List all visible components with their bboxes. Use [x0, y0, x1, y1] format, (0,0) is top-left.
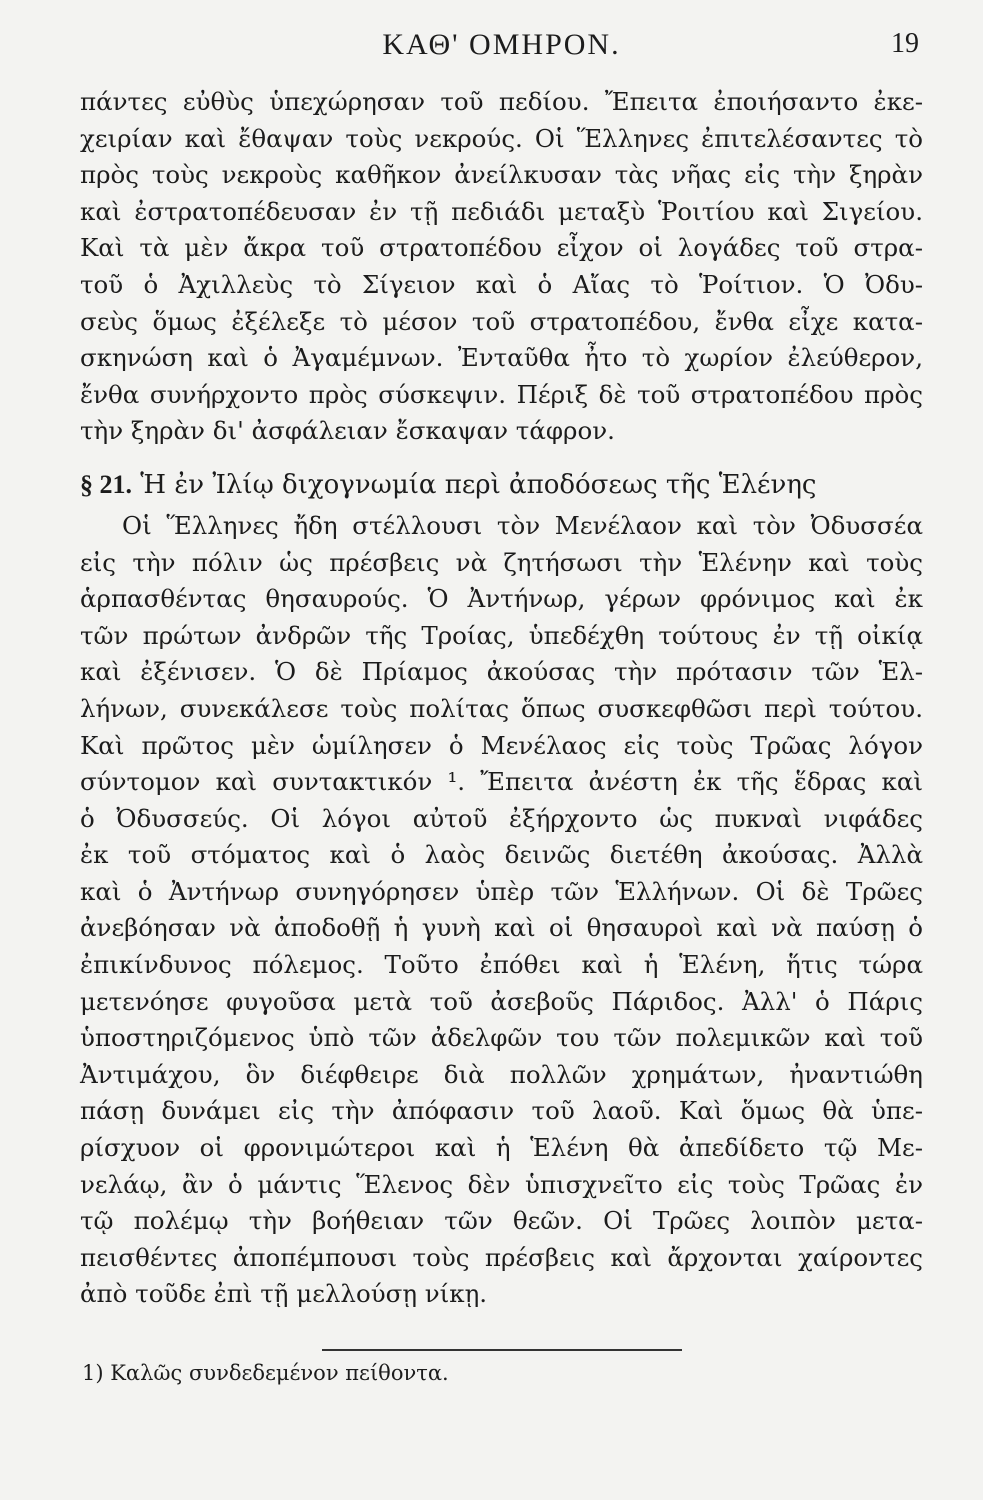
text-line: Καὶ πρῶτος μὲν ὡμίλησεν ὁ Μενέλαος εἰς τοὺς Τρῶας λόγον: [80, 730, 923, 760]
paragraph-1: [80, 84, 923, 450]
text-line: ὁ Ὀδυσσεύς. Οἱ λόγοι αὐτοῦ ἐξήρχοντο ὡς πυκναὶ νιφάδες: [80, 803, 923, 833]
text-line: τῶν πρώτων ἀνδρῶν τῆς Τροίας, ὑπεδέχθη τούτους ἐν τῇ οἰκίᾳ: [80, 620, 923, 650]
text-line: Καὶ τὰ μὲν ἄκρα τοῦ στρατοπέδου εἶχον οἱ λογάδες τοῦ στρα-: [80, 233, 923, 263]
text-line: πρὸς τοὺς νεκροὺς καθῆκον ἀνείλκυσαν τὰς νῆας εἰς τὴν ξηρὰν: [80, 160, 923, 190]
text-line: Οἱ Ἕλληνες ἤδη στέλλουσι τὸν Μενέλαον καὶ τὸν Ὀδυσσέα: [122, 510, 923, 540]
text-line: χειρίαν καὶ ἔθαψαν τοὺς νεκρούς. Οἱ Ἕλληνες ἐπιτελέσαντες τὸ: [80, 123, 923, 153]
section-title: Ἡ ἐν Ἰλίῳ διχογνωμία περὶ ἀποδόσεως τῆς Ἑλένης: [140, 469, 817, 500]
text-line: νελάῳ, ἂν ὁ μάντις Ἕλενος δὲν ὑπισχνεῖτο εἰς τοὺς Τρῶας ἐν: [80, 1169, 923, 1199]
footnote-rule: [322, 1349, 682, 1351]
text-line: καὶ ἐξένισεν. Ὁ δὲ Πρίαμος ἀκούσας τὴν πρότασιν τῶν Ἑλ-: [80, 657, 923, 687]
text-line: μετενόησε φυγοῦσα μετὰ τοῦ ἀσεβοῦς Πάριδος. Ἀλλ' ὁ Πάρις: [80, 986, 923, 1016]
footnote: 1) Καλῶς συνδεδεμένον πείθοντα.: [82, 1361, 449, 1385]
section-number: § 21.: [80, 469, 132, 499]
text-line: πεισθέντες ἀποπέμπουσι τοὺς πρέσβεις καὶ ἄρχονται χαίροντες: [80, 1242, 923, 1272]
text-line: πάσῃ δυνάμει εἰς τὴν ἀπόφασιν τοῦ λαοῦ. Καὶ ὅμως θὰ ὑπε-: [80, 1096, 923, 1126]
text-line: ἔνθα συνήρχοντο πρὸς σύσκεψιν. Πέριξ δὲ τοῦ στρατοπέδου πρὸς: [80, 379, 923, 409]
text-line: καὶ ἐστρατοπέδευσαν ἐν τῇ πεδιάδι μεταξὺ Ῥοιτίου καὶ Σιγείου.: [80, 196, 923, 226]
page-header: [80, 28, 923, 84]
text-line: τῷ πολέμῳ τὴν βοήθειαν τῶν θεῶν. Οἱ Τρῶες λοιπὸν μετα-: [80, 1206, 923, 1236]
text-line: ρίσχυον οἱ φρονιμώτεροι καὶ ἡ Ἑλένη θὰ ἀπεδίδετο τῷ Με-: [80, 1133, 923, 1163]
text-line: Ἀντιμάχου, ὃν διέφθειρε διὰ πολλῶν χρημάτων, ἠναντιώθη: [80, 1059, 923, 1089]
text-line: ὑποστηριζόμενος ὑπὸ τῶν ἀδελφῶν του τῶν πολεμικῶν καὶ τοῦ: [80, 1023, 923, 1053]
page-number: 19: [891, 28, 919, 59]
running-title: ΚΑΘ' ΟΜΗΡΟΝ.: [382, 28, 621, 61]
text-line: ἐκ τοῦ στόματος καὶ ὁ λαὸς δεινῶς διετέθη ἀκούσας. Ἀλλὰ: [80, 840, 923, 870]
paragraph-2: [80, 508, 923, 1313]
text-line: ἁρπασθέντας θησαυρούς. Ὁ Ἀντήνωρ, γέρων φρόνιμος καὶ ἐκ: [80, 584, 923, 614]
text-line: ἐπικίνδυνος πόλεμος. Τοῦτο ἐπόθει καὶ ἡ Ἑλένη, ἥτις τώρα: [80, 950, 923, 980]
text-line: τοῦ ὁ Ἀχιλλεὺς τὸ Σίγειον καὶ ὁ Αἴας τὸ Ῥοίτιον. Ὁ Ὀδυ-: [80, 269, 923, 299]
text-line: ἀπὸ τοῦδε ἐπὶ τῇ μελλούσῃ νίκῃ.: [80, 1279, 488, 1309]
text-line: σεὺς ὅμως ἐξέλεξε τὸ μέσον τοῦ στρατοπέδου, ἔνθα εἶχε κατα-: [80, 306, 923, 336]
text-line: εἰς τὴν πόλιν ὡς πρέσβεις νὰ ζητήσωσι τὴν Ἑλένην καὶ τοὺς: [80, 547, 923, 577]
text-line: ἀνεβόησαν νὰ ἀποδοθῇ ἡ γυνὴ καὶ οἱ θησαυροὶ καὶ νὰ παύσῃ ὁ: [80, 913, 923, 943]
section-heading: [80, 470, 923, 500]
text-line: σκηνώση καὶ ὁ Ἀγαμέμνων. Ἐνταῦθα ἦτο τὸ χωρίον ἐλεύθερον,: [80, 343, 923, 373]
text-line: πάντες εὐθὺς ὑπεχώρησαν τοῦ πεδίου. Ἔπειτα ἐποιήσαντο ἐκε-: [80, 87, 923, 116]
text-line: σύντομον καὶ συντακτικόν ¹. Ἔπειτα ἀνέστη ἐκ τῆς ἕδρας καὶ: [80, 767, 923, 797]
text-line: τὴν ξηρὰν δι' ἀσφάλειαν ἔσκαψαν τάφρον.: [80, 416, 615, 446]
text-line: καὶ ὁ Ἀντήνωρ συνηγόρησεν ὑπὲρ τῶν Ἑλλήνων. Οἱ δὲ Τρῶες: [80, 876, 923, 906]
text-line: λήνων, συνεκάλεσε τοὺς πολίτας ὅπως συσκεφθῶσι περὶ τούτου.: [80, 693, 923, 723]
